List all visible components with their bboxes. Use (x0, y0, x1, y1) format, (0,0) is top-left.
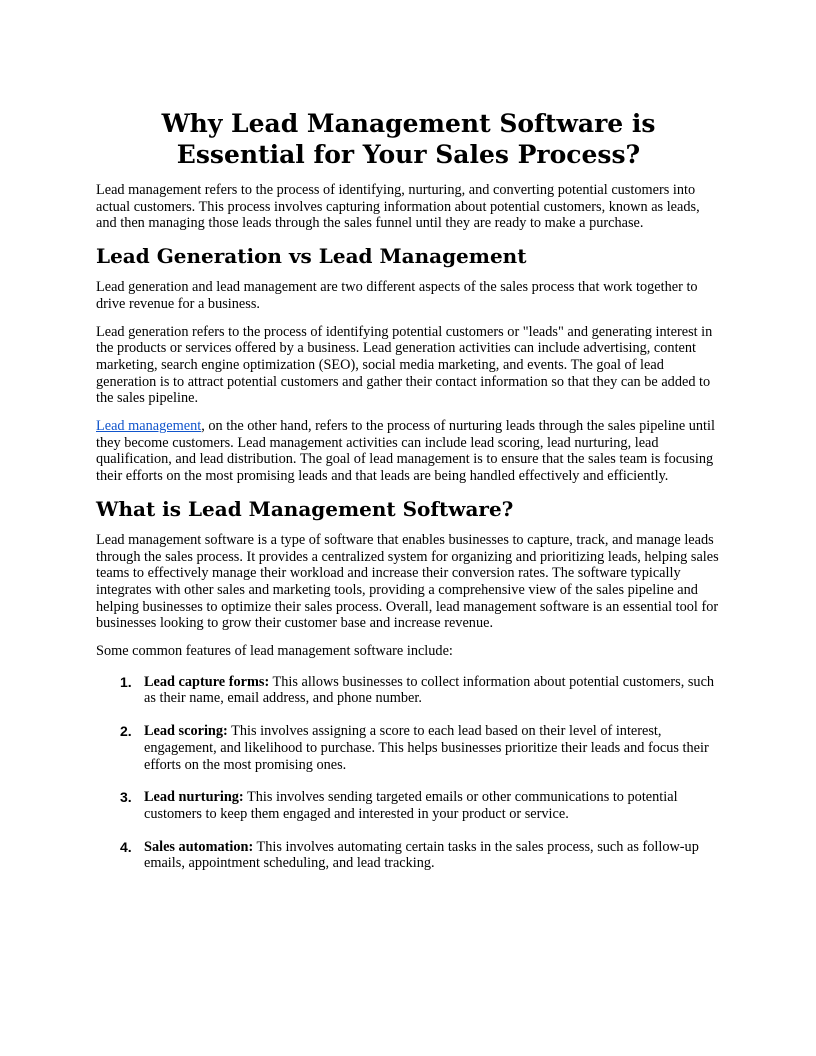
section-heading-lead-generation-vs-management: Lead Generation vs Lead Management (96, 244, 527, 269)
list-item (96, 839, 721, 872)
section2-paragraph-1: Lead management software is a type of software that enables businesses to capture, track, and manage leads through the sales process. It provides a centralized system for organizing and prioritizing leads, helping sales teams to effectively manage their workload and increase their conversion rates. The software typically integrates with other sales and marketing tools, providing a comprehensive view of the sales pipeline and helping businesses to optimize their sales process. Overall, lead management software is an essential tool for businesses looking to grow their customer base and increase revenue. (96, 531, 719, 632)
list-item (96, 674, 721, 707)
list-item-number: 4. (120, 838, 132, 855)
list-item (96, 789, 721, 822)
list-item (96, 723, 721, 773)
list-item-number: 1. (120, 673, 132, 690)
section2-paragraph-2: Some common features of lead management software include: (96, 643, 453, 660)
list-item-number: 3. (120, 789, 132, 806)
section1-paragraph-3-text: , on the other hand, refers to the process of nurturing leads through the sales pipeline until they become customers. Lead management activities can include lead scoring, lead nurturing, lead qualification, and lead distribution. The goal of lead management is to ensure that the sales team is focusing their efforts on the most promising leads and that leads are being handled effectively and efficiently. (96, 418, 715, 485)
list-item-description: This involves automating certain tasks in the sales process, such as follow-up emails, appointment scheduling, and lead tracking. (144, 838, 699, 872)
list-item-description: This allows businesses to collect information about potential customers, such as their name, email address, and phone number. (144, 673, 715, 707)
list-item-number: 2. (120, 723, 132, 740)
list-item-term: Lead capture forms: (144, 673, 270, 690)
intro-paragraph: Lead management refers to the process of identifying, nurturing, and converting potential customers into actual customers. This process involves capturing information about potential customers, known as leads, and then managing those leads through the sales funnel until they are ready to make a purchase. (96, 182, 700, 232)
list-item-term: Lead scoring: (144, 723, 228, 740)
page-title: Why Lead Management Software is Essential for Your Sales Process? (161, 109, 656, 169)
section1-paragraph-3 (96, 418, 721, 485)
document-page (96, 108, 721, 888)
lead-management-link[interactable]: Lead management (96, 418, 202, 435)
section-heading-what-is-lead-management-software: What is Lead Management Software? (96, 496, 514, 521)
list-item-description: This involves assigning a score to each lead based on their level of interest, engagement, and likelihood to purchase. This helps businesses prioritize their leads and focus their efforts on the most promising ones. (144, 723, 709, 773)
list-item-description: This involves sending targeted emails or other communications to potential customers to keep them engaged and interested in your product or service. (144, 789, 678, 822)
features-list (96, 674, 721, 872)
list-item-term: Sales automation: (144, 838, 254, 855)
list-item-term: Lead nurturing: (144, 789, 244, 806)
section1-paragraph-2: Lead generation refers to the process of identifying potential customers or "leads" and generating interest in the products or services offered by a business. Lead generation activities can include advertising, content marketing, search engine optimization (SEO), social media marketing, and events. The goal of lead generation is to attract potential customers and gather their contact information so that they can be added to the sales pipeline. (96, 323, 713, 407)
section1-paragraph-1: Lead generation and lead management are two different aspects of the sales process that work together to drive revenue for a business. (96, 279, 698, 312)
